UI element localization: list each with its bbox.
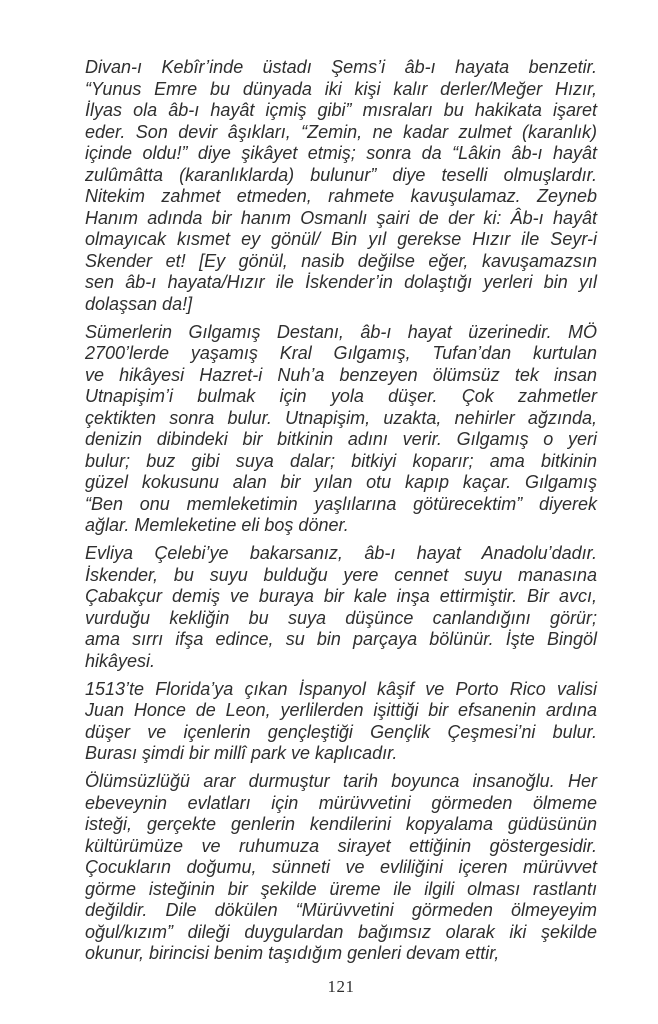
text-line: Sümerlerin Gılgamış Destanı, âb-ı hayat üzerinedir. MÖ	[85, 321, 597, 342]
text-line: “Yunus Emre bu dünyada iki kişi kalır derler/Meğer Hızır,	[85, 78, 597, 99]
text-line: hikâyesi.	[85, 650, 156, 671]
text-line: olmayıcak kısmet ey gönül/ Bin yıl gerekse Hızır ile Seyr-i	[85, 229, 597, 249]
text-line: Çabakçur demiş ve buraya bir kale inşa ettirmiştir. Bir avcı,	[85, 586, 597, 606]
text-line: ebeveynin evlatları için mürüvvetini görmeden ölmeme	[85, 792, 597, 813]
text-line: isteği, gerçekte genlerin kendilerini kopyalama güdüsünün	[85, 814, 597, 834]
text-line: Nitekim zahmet etmeden, rahmete kavuşulamaz. Zeyneb	[85, 186, 597, 206]
text-line: okunur, birincisi benim taşıdığım genleri devam ettir,	[85, 943, 500, 963]
text-line: Utnapişim’i bulmak için yola düşer. Çok zahmetler	[85, 386, 597, 406]
text-line: Çocukların doğumu, sünneti ve evliliğini içeren mürüvvet	[85, 857, 597, 877]
text-line: ama sırrı ifşa edince, su bin parçaya bölünür. İşte Bingöl	[85, 629, 597, 649]
text-line: vurduğu kekliğin bu suya düşünce canlandığını görür;	[85, 607, 597, 628]
text-line: değildir. Dile dökülen “Mürüvvetini görmeden ölmeyeyim	[85, 900, 597, 920]
text-line: içinde oldu!” diye şikâyet etmiş; sonra da “Lâkin âb-ı hayât	[85, 143, 597, 163]
paragraph	[85, 322, 597, 537]
text-line: Ölümsüzlüğü arar durmuştur tarih boyunca insanoğlu. Her	[85, 771, 597, 791]
text-line: oğul/kızım” dileği duygulardan bağımsız olarak iki şekilde	[85, 921, 597, 942]
text-line: eder. Son devir âşıkları, “Zemin, ne kadar zulmet (karanlık)	[85, 121, 597, 142]
text-line: düşer ve içenlerin gençleştiği Gençlik Çeşmesi’ni bulur.	[85, 721, 597, 742]
text-line: 2700’lerde yaşamış Kral Gılgamış, Tufan’dan kurtulan	[85, 343, 597, 363]
text-line: kültürümüze ve ruhumuza sirayet ettiğinin göstergesidir.	[85, 835, 597, 856]
text-line: denizin dibindeki bir bitkinin adını verir. Gılgamış o yeri	[85, 429, 597, 449]
paragraph	[85, 543, 597, 672]
text-line: bulur; buz gibi suya dalar; bitkiyi koparır; ama bitkinin	[85, 450, 597, 471]
text-line: İlyas ola âb-ı hayât içmiş gibi” mısraları bu hakikata işaret	[85, 100, 597, 120]
text-line: “Ben onu memleketimin yaşlılarına götürecektim” diyerek	[85, 493, 597, 514]
text-line: dolaşsan da!]	[85, 293, 193, 314]
body-text	[85, 57, 597, 965]
text-line: Burası şimdi bir millî park ve kaplıcadır.	[85, 743, 398, 763]
text-line: İskender, bu suyu bulduğu yere cennet suyu manasına	[85, 564, 597, 585]
paragraph	[85, 771, 597, 965]
text-line: ağlar. Memleketine eli boş döner.	[85, 515, 349, 535]
text-line: sen âb-ı hayata/Hızır ile İskender’in dolaştığı yerleri bin yıl	[85, 272, 597, 292]
text-line: ve hikâyesi Hazret-i Nuh’a benzeyen ölümsüz tek insan	[85, 364, 597, 385]
text-line: güzel kokusunu alan bir yılan otu kapıp kaçar. Gılgamış	[85, 472, 597, 492]
text-line: çektikten sonra bulur. Utnapişim, uzakta, nehirler ağzında,	[85, 407, 597, 428]
paragraph	[85, 679, 597, 765]
text-line: Evliya Çelebi’ye bakarsanız, âb-ı hayat Anadolu’dadır.	[85, 543, 597, 563]
text-line: Divan-ı Kebîr’inde üstadı Şems’i âb-ı hayata benzetir.	[85, 57, 597, 77]
text-line: görme isteğinin bir şekilde üreme ile ilgili olması rastlantı	[85, 878, 597, 899]
text-line: Juan Honce de Leon, yerlilerden işittiği bir efsanenin ardına	[85, 700, 597, 720]
paragraph	[85, 57, 597, 315]
text-line: Hanım adında bir hanım Osmanlı şairi de der ki: Âb-ı hayât	[85, 207, 597, 228]
page-number: 121	[327, 977, 355, 996]
text-line: zulûmâtta (karanlıklarda) bulunur” diye teselli olmuşlardır.	[85, 164, 597, 185]
text-line: Skender et! [Ey gönül, nasib değilse eğer, kavuşamazsın	[85, 250, 597, 271]
text-line: 1513’te Florida’ya çıkan İspanyol kâşif ve Porto Rico valisi	[85, 678, 597, 699]
